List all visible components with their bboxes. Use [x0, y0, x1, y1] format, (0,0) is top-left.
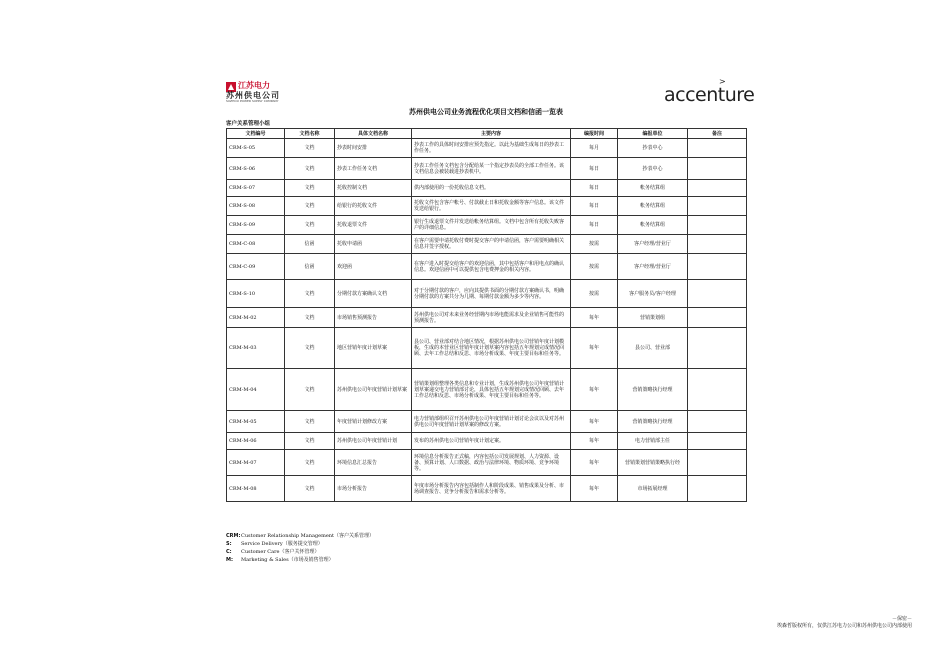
logo-line2: 苏州供电公司	[226, 91, 280, 100]
cell-note	[688, 254, 747, 280]
cell-doc-type: 信函	[285, 235, 335, 254]
cell-doc-code: CRM-M-07	[227, 450, 285, 476]
cell-frequency: 每年	[571, 476, 618, 502]
cell-note	[688, 411, 747, 433]
cell-doc-name: 分期付款方案确认文档	[335, 280, 412, 308]
cell-frequency: 每年	[571, 308, 618, 328]
cell-frequency: 每月	[571, 139, 618, 158]
cell-doc-name: 抄表时间安排	[335, 139, 412, 158]
document-list-table	[226, 128, 747, 502]
cell-doc-type: 文档	[285, 328, 335, 369]
cell-note	[688, 235, 747, 254]
cell-doc-code: CRM-M-04	[227, 369, 285, 411]
cell-note	[688, 476, 747, 502]
copyright-notice: 埃森哲版权所有，仅供江苏电力公司和苏州供电公司内部使用	[776, 623, 912, 629]
cell-doc-name: 托收控制文档	[335, 180, 412, 197]
table-row	[227, 328, 747, 369]
cell-doc-code: CRM-M-05	[227, 411, 285, 433]
cell-doc-code: CRM-S-08	[227, 197, 285, 216]
cell-note	[688, 216, 747, 235]
legend-text: Customer Care（客户关怀管理）	[241, 549, 320, 555]
cell-doc-name: 年度营销计划修改方案	[335, 411, 412, 433]
cell-frequency: 每年	[571, 411, 618, 433]
cell-unit: 营销策划营销策略执行经	[618, 450, 688, 476]
cell-doc-name: 托收申请函	[335, 235, 412, 254]
logo-line3: SUZHOU POWER SUPPLY COMPANY	[226, 99, 279, 103]
table-row	[227, 139, 747, 158]
cell-unit: 营销策略执行经理	[618, 411, 688, 433]
cell-unit: 电力营销部主任	[618, 433, 688, 450]
cell-doc-type: 文档	[285, 411, 335, 433]
table-row	[227, 308, 747, 328]
cell-doc-code: CRM-M-02	[227, 308, 285, 328]
cell-doc-code: CRM-C-09	[227, 254, 285, 280]
cell-doc-type: 文档	[285, 433, 335, 450]
header-content: 主要内容	[412, 129, 571, 139]
abbreviation-legend	[226, 532, 374, 564]
cell-frequency: 每日	[571, 158, 618, 180]
cell-note	[688, 180, 747, 197]
cell-content: 供内部使用的一份托收信息文档。	[412, 180, 571, 197]
legend-text: Marketing & Sales（市场及销售管理）	[241, 557, 334, 563]
header-unit: 编报单位	[618, 129, 688, 139]
cell-frequency: 按需	[571, 254, 618, 280]
table-row	[227, 235, 747, 254]
group-label: 客户关系管理小组	[226, 121, 271, 127]
cell-unit: 抄表中心	[618, 139, 688, 158]
table-row	[227, 411, 747, 433]
cell-doc-type: 文档	[285, 180, 335, 197]
header-frequency: 编报时间	[571, 129, 618, 139]
cell-unit: 营销策划组	[618, 308, 688, 328]
cell-content: 环境信息分析报告正式稿，内容包括公司发展规划、人力资源、设备、预算计划、人口数据、政治与法律环境、物质环境、竞争环境等。	[412, 450, 571, 476]
legend-key: M:	[226, 557, 233, 563]
cell-doc-name: 托收退票文件	[335, 216, 412, 235]
cell-frequency: 按需	[571, 235, 618, 254]
cell-unit: 抄表中心	[618, 158, 688, 180]
confidential-mark: －保密－	[891, 616, 912, 622]
page-footer	[777, 616, 912, 630]
cell-doc-type: 文档	[285, 139, 335, 158]
cell-doc-name: 欢迎函	[335, 254, 412, 280]
table-row	[227, 158, 747, 180]
cell-doc-code: CRM-S-07	[227, 180, 285, 197]
logo-line1: 江苏电力	[238, 81, 270, 90]
cell-doc-type: 文档	[285, 197, 335, 216]
cell-doc-code: CRM-S-09	[227, 216, 285, 235]
cell-note	[688, 308, 747, 328]
cell-content: 托收文件包含客户帐号、付款截止日和托收金额等客户信息。该文件发送给银行。	[412, 197, 571, 216]
cell-frequency: 每年	[571, 433, 618, 450]
cell-unit: 市场拓展经理	[618, 476, 688, 502]
cell-frequency: 每日	[571, 197, 618, 216]
cell-doc-code: CRM-M-06	[227, 433, 285, 450]
cell-doc-type: 信函	[285, 254, 335, 280]
document-title: 苏州供电公司业务流程优化项目文档和信函一览表	[409, 108, 563, 116]
cell-doc-code: CRM-S-06	[227, 158, 285, 180]
legend-row	[226, 556, 374, 564]
cell-note	[688, 328, 747, 369]
cell-unit: 帐务结算组	[618, 216, 688, 235]
header-doc-code: 文档编号	[227, 129, 285, 139]
cell-content: 县公司、营业部对结合地区情况，根据苏州供电公司营销年度计划模板，生成的本营业区营销年度计划草案内容包括五年规划完成情况回顾、去年工作总结和反思、市场分析成果、年度主要目标和任务等。	[412, 328, 571, 369]
cell-content: 银行生成退票文件并发送给帐务结算组。文档中包含所有托收失败客户的详细信息。	[412, 216, 571, 235]
legend-key: C:	[226, 549, 232, 555]
cell-content: 抄表工作的具体时间安排应预先指定。以此为基础生成每日的抄表工作任务。	[412, 139, 571, 158]
cell-unit: 帐务结算组	[618, 197, 688, 216]
cell-doc-type: 文档	[285, 216, 335, 235]
cell-doc-name: 环境信息汇总报告	[335, 450, 412, 476]
table-row	[227, 254, 747, 280]
cell-doc-code: CRM-S-05	[227, 139, 285, 158]
cell-content: 在客户需要申请托收付费时提交客户的申请信函，客户需要明确相关信息并签字授权。	[412, 235, 571, 254]
table-header-row	[227, 129, 747, 139]
table-row	[227, 450, 747, 476]
header-doc-name: 具体文档名称	[335, 129, 412, 139]
cell-frequency: 按需	[571, 280, 618, 308]
cell-doc-type: 文档	[285, 308, 335, 328]
legend-row	[226, 532, 374, 540]
cell-frequency: 每日	[571, 216, 618, 235]
cell-frequency: 每年	[571, 450, 618, 476]
legend-row	[226, 548, 374, 556]
cell-unit: 县公司、营业部	[618, 328, 688, 369]
cell-doc-name: 给银行的托收文件	[335, 197, 412, 216]
cell-content: 苏州供电公司对未来业务经营期内市场电能需求及企业销售可能性的预测报告。	[412, 308, 571, 328]
cell-doc-name: 地区营销年度计划草案	[335, 328, 412, 369]
legend-text: Service Delivery（服务提交管理）	[241, 541, 323, 547]
cell-content: 发布的苏州供电公司营销年度计划定案。	[412, 433, 571, 450]
table-row	[227, 216, 747, 235]
cell-doc-type: 文档	[285, 450, 335, 476]
cell-frequency: 每日	[571, 180, 618, 197]
cell-doc-name: 抄表工作任务文档	[335, 158, 412, 180]
cell-note	[688, 197, 747, 216]
cell-unit: 客户服务员/客户经理	[618, 280, 688, 308]
table-row	[227, 433, 747, 450]
table-row	[227, 280, 747, 308]
cell-doc-name: 苏州供电公司年度营销计划	[335, 433, 412, 450]
cell-doc-code: CRM-C-08	[227, 235, 285, 254]
legend-row	[226, 540, 374, 548]
cell-unit: 帐务结算组	[618, 180, 688, 197]
cell-doc-name: 市场销售预测报告	[335, 308, 412, 328]
cell-doc-type: 文档	[285, 280, 335, 308]
cell-doc-code: CRM-M-08	[227, 476, 285, 502]
header-doc-type: 文档名称	[285, 129, 335, 139]
cell-frequency: 每年	[571, 328, 618, 369]
cell-note	[688, 369, 747, 411]
cell-content: 年度市场分析报告内容包括制作人和阶段成果、销售成果及分析、市场调查报告、竞争分析报告和需求分析等。	[412, 476, 571, 502]
accenture-wordmark: accenture	[664, 84, 755, 106]
cell-content: 在客户进入时提交给客户的欢迎信函，其中包括客户和用电点的确认信息。欢迎信函中可以提供包含电费押金的相关内容。	[412, 254, 571, 280]
cell-content: 电力营销部组织召开苏州供电公司年度营销计划讨论会议以及对苏州供电公司年度营销计划草案的修改方案。	[412, 411, 571, 433]
cell-doc-type: 文档	[285, 158, 335, 180]
cell-unit: 客户经理/营业厅	[618, 254, 688, 280]
cell-note	[688, 139, 747, 158]
cell-note	[688, 158, 747, 180]
suzhou-power-logo	[226, 80, 296, 104]
accenture-logo	[664, 77, 755, 106]
cell-content: 抄表工作任务文档包含分配给某一个指定抄表员的全部工作任务。该文档信息会被装载进抄表机中。	[412, 158, 571, 180]
cell-doc-code: CRM-S-10	[227, 280, 285, 308]
legend-key: CRM:	[226, 533, 241, 539]
cell-unit: 客户经理/营业厅	[618, 235, 688, 254]
cell-note	[688, 280, 747, 308]
table-row	[227, 476, 747, 502]
cell-note	[688, 433, 747, 450]
cell-frequency: 每年	[571, 369, 618, 411]
cell-unit: 营销策略执行经理	[618, 369, 688, 411]
cell-doc-name: 市场分析报告	[335, 476, 412, 502]
table-row	[227, 180, 747, 197]
cell-content: 营销策划组整理各类信息和专业计划，生成苏州供电公司年度营销计划草案递交电力营销部讨论，具体包括五年规划完成情况回顾、去年工作总结和反思、市场分析成果、年度主要目标和任务等。	[412, 369, 571, 411]
header-note: 备注	[688, 129, 747, 139]
cell-doc-type: 文档	[285, 369, 335, 411]
cell-note	[688, 450, 747, 476]
table-row	[227, 369, 747, 411]
accenture-arc-icon: >	[719, 77, 726, 86]
cell-content: 对于分期付款的客户，应向其提供书面的分期付款方案确认书，明确分期付款的方案共分为几期、每期付款金额为多少等内容。	[412, 280, 571, 308]
cell-doc-code: CRM-M-03	[227, 328, 285, 369]
cell-doc-name: 苏州供电公司年度营销计划草案	[335, 369, 412, 411]
cell-doc-type: 文档	[285, 476, 335, 502]
legend-text: Customer Relationship Management（客户关系管理）	[241, 533, 375, 539]
legend-key: S:	[226, 541, 232, 547]
table-row	[227, 197, 747, 216]
